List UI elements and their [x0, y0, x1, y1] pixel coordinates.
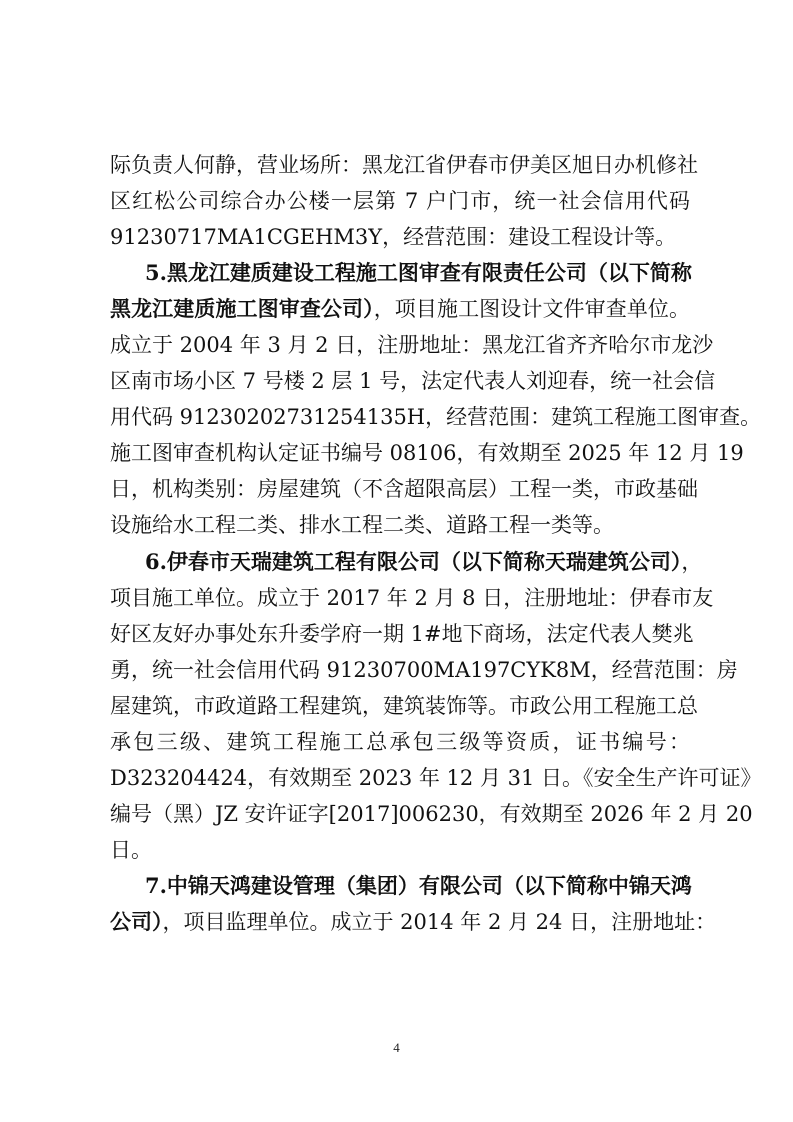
body-text-line: 承包三级、建筑工程施工总承包三级等资质，证书编号：: [110, 730, 690, 754]
body-text-fragment: ，项目监理单位。成立于 2014 年 2 月 24 日，注册地址：: [162, 910, 717, 934]
body-text-line: 区南市场小区 7 号楼 2 层 1 号，法定代表人刘迎春，统一社会信: [110, 369, 716, 393]
section-heading: 5.黑龙江建质建设工程施工图审查有限责任公司（以下简称: [145, 260, 692, 285]
body-text-line: D323204424，有效期至 2023 年 12 月 31 日。《安全生产许可证》: [110, 766, 762, 790]
body-text-line: 区红松公司综合办公楼一层第 7 户门市，统一社会信用代码: [110, 189, 690, 213]
body-text-line: [110, 292, 690, 326]
body-text-line: 际负责人何静，营业场所：黑龙江省伊春市伊美区旭日办机修社: [110, 153, 698, 177]
body-text-fragment: ，: [681, 550, 703, 574]
body-text-line: [110, 905, 717, 939]
body-text-line: 设施给水工程二类、排水工程二类、道路工程一类等。: [110, 513, 614, 537]
section-heading-line: [145, 545, 703, 579]
section-heading: 6.伊春市天瑞建筑工程有限公司（以下简称天瑞建筑公司）: [145, 549, 682, 574]
section-heading-continuation: 公司）: [110, 909, 163, 934]
body-text-line: 施工图审查机构认定证书编号 08106，有效期至 2025 年 12 月 19: [110, 441, 744, 465]
body-text-line: 用代码 91230202731254135H，经营范围：建筑工程施工图审查。: [110, 405, 762, 429]
section-heading-continuation: 黑龙江建质施工图审查公司）: [110, 296, 374, 321]
body-text-line: 勇，统一社会信用代码 91230700MA197CYK8M，经营范围：房: [110, 658, 738, 682]
body-text-line: 日，机构类别：房屋建筑（不含超限高层）工程一类，市政基础: [110, 477, 698, 501]
body-text-line: 91230717MA1CGEHM3Y，经营范围：建设工程设计等。: [110, 225, 677, 249]
body-text-line: 编号（黑）JZ 安许证字[2017]006230，有效期至 2026 年 2 月 20: [110, 802, 753, 826]
body-text-line: 项目施工单位。成立于 2017 年 2 月 8 日，注册地址：伊春市友: [110, 586, 714, 610]
section-heading: 7.中锦天鸿建设管理（集团）有限公司（以下简称中锦天鸿: [145, 873, 692, 898]
body-text-line: 好区友好办事处东升委学府一期 1#地下商场，法定代表人樊兆: [110, 622, 694, 646]
body-text-line: 屋建筑，市政道路工程建筑，建筑装饰等。市政公用工程施工总: [110, 694, 698, 718]
body-text-line: 日。: [110, 838, 152, 862]
body-text-fragment: ，项目施工图设计文件审查单位。: [373, 297, 690, 321]
body-text-line: 成立于 2004 年 3 月 2 日，注册地址：黑龙江省齐齐哈尔市龙沙: [110, 333, 714, 357]
page-number: 4: [393, 1040, 400, 1055]
